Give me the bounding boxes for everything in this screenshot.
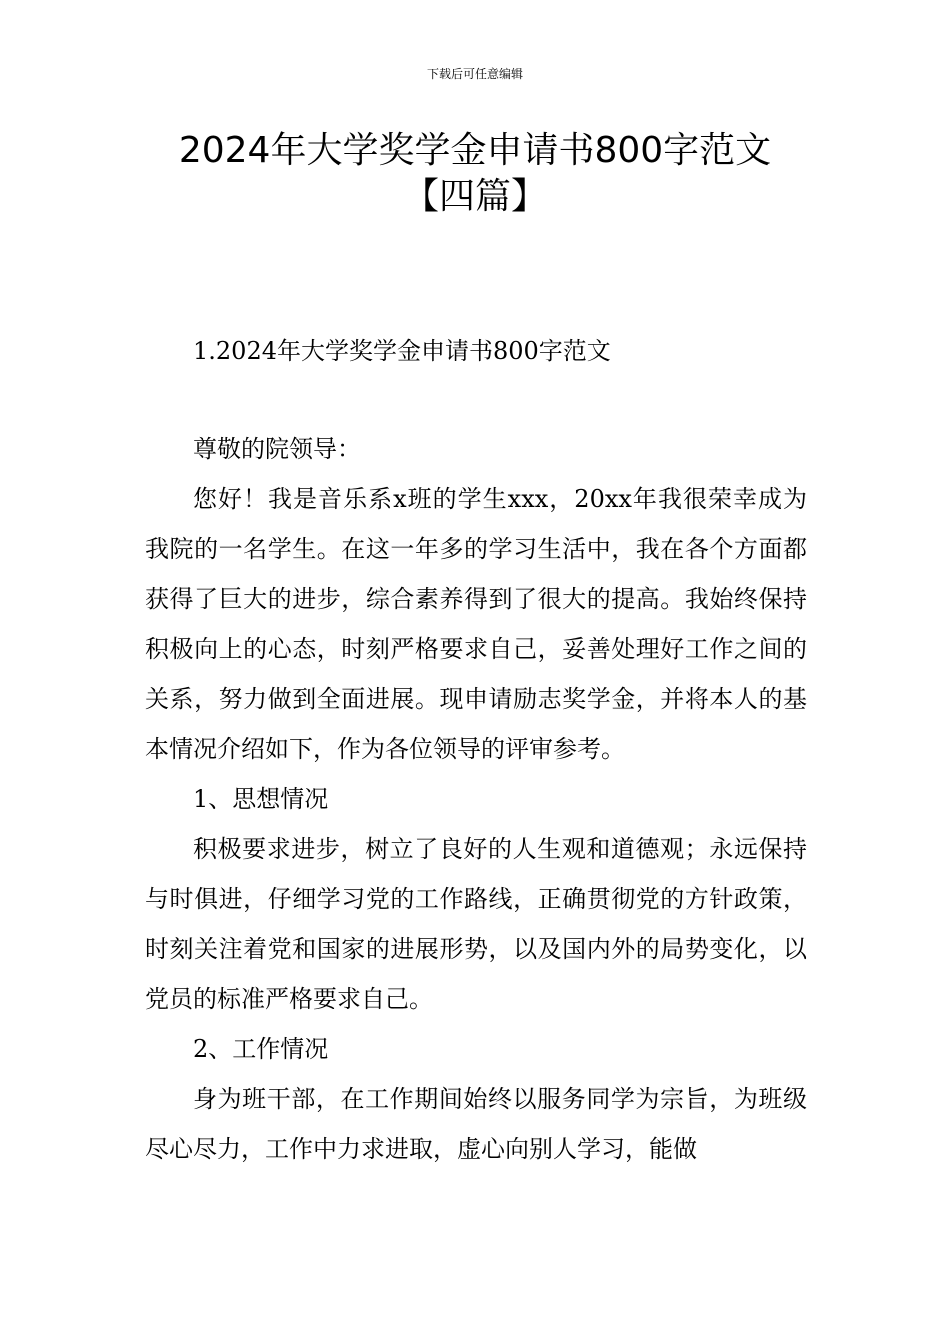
section-heading-block <box>145 326 807 376</box>
subheading-thought: 1、思想情况 <box>193 785 329 813</box>
letter-body <box>145 424 807 1174</box>
salutation: 尊敬的院领导： <box>193 435 361 463</box>
intro-paragraph: 您好！我是音乐系x班的学生xxx，20xx年我很荣幸成为我院的一名学生。在这一年多的学习生活中，我在各个方面都获得了巨大的进步，综合素养得到了很大的提高。我始终保持积极向上的心态，时刻严格要求自己，妥善处理好工作之间的关系，努力做到全面进展。现申请励志奖学金，并将本人的基本情况介绍如下，作为各位领导的评审参考。 <box>145 485 807 763</box>
work-paragraph: 身为班干部，在工作期间始终以服务同学为宗旨，为班级尽心尽力，工作中力求进取，虚心向别人学习，能做 <box>145 1085 807 1163</box>
document-title: 2024年大学奖学金申请书800字范文【四篇】 <box>178 130 772 217</box>
thought-paragraph: 积极要求进步，树立了良好的人生观和道德观；永远保持与时俱进，仔细学习党的工作路线，正确贯彻党的方针政策，时刻关注着党和国家的进展形势，以及国内外的局势变化，以党员的标准严格要求自己。 <box>145 835 807 1013</box>
subheading-work: 2、工作情况 <box>193 1035 329 1063</box>
section-title: 1.2024年大学奖学金申请书800字范文 <box>193 337 611 365</box>
download-note: 下载后可任意编辑 <box>426 67 523 81</box>
